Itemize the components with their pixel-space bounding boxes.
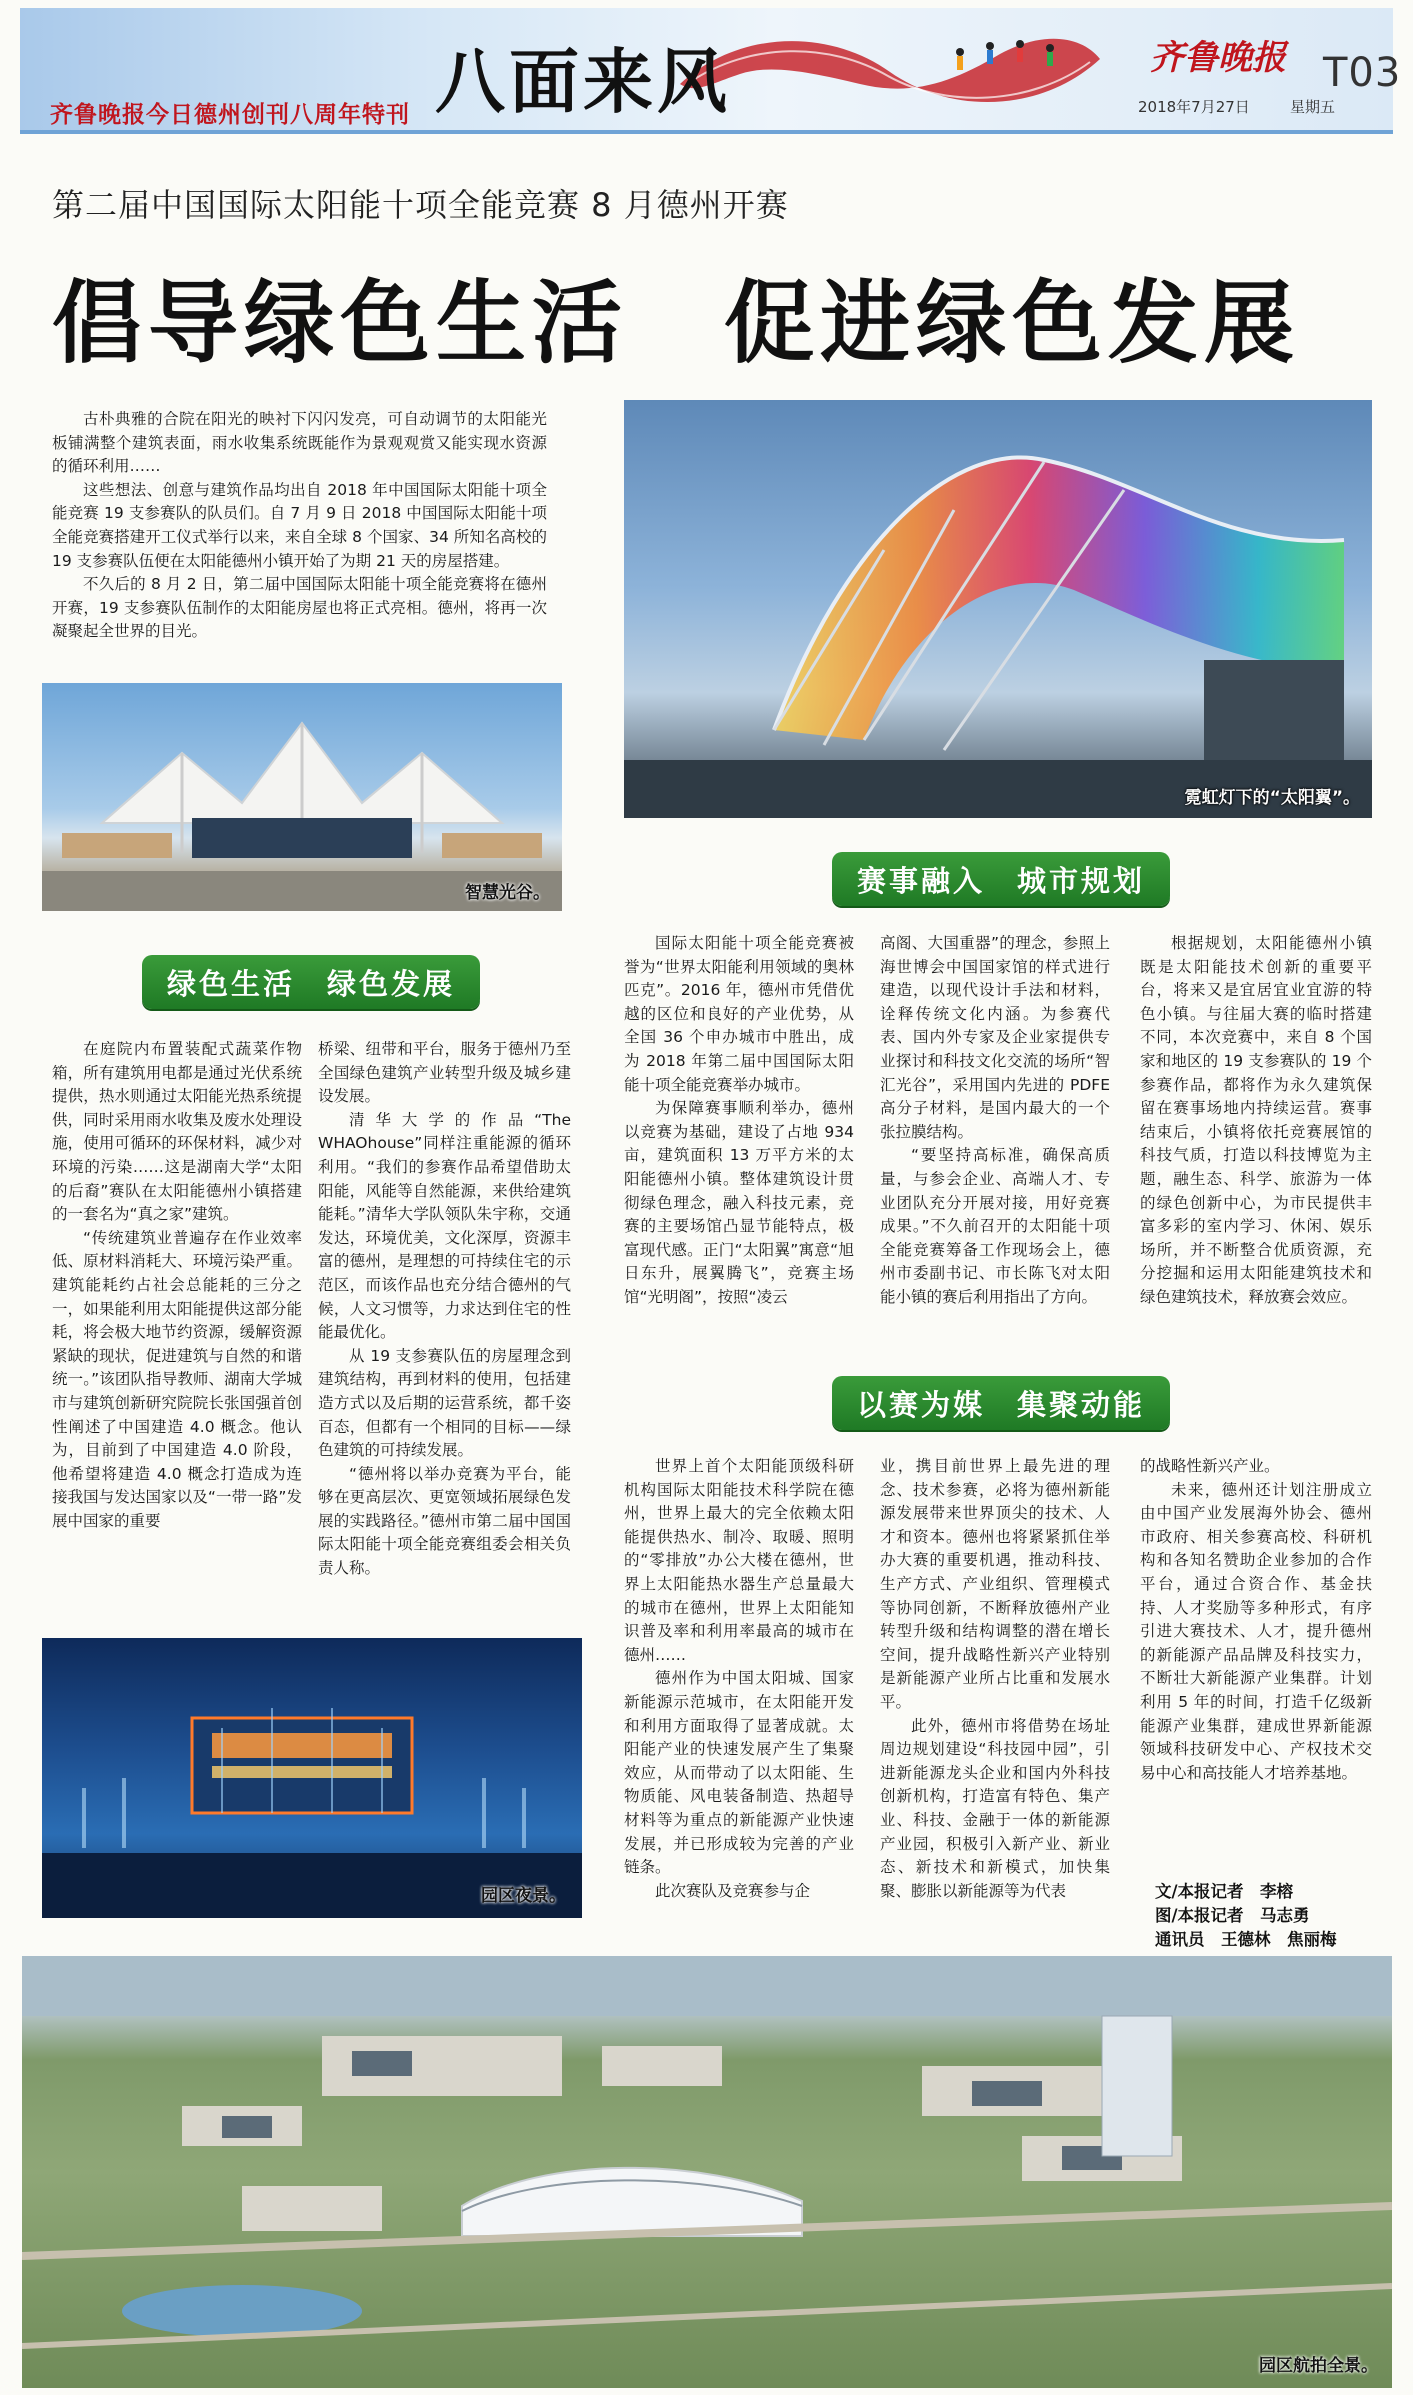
photo-sun-wing [624, 400, 1372, 818]
paragraph: 此外，德州市将借势在场址周边规划建设“科技园中园”，引进新能源龙头企业和国内外科技创新机构，打造富有特色、集产业、科技、金融于一体的新能源产业园，积极引入新产业、新业态、新技术和新模式，加快集聚、膨胀以新能源等为代表 [880, 1716, 1110, 1900]
photo-caption: 园区夜景。 [481, 1886, 566, 1906]
section1-column2 [318, 1038, 571, 1581]
paragraph: 根据规划，太阳能德州小镇既是太阳能技术创新的重要平台，将来又是宜居宜业宜游的特色小镇。与往届大赛的临时搭建不同，本次竞赛中，来自 8 个国家和地区的 19 支参赛队的 19 个参赛作品，都将作为永久建筑保留在赛事场地内持续运营。赛事结束后，小镇将依托竞赛展馆的科技气质，打造以科技博览为主题，融生态、科学、旅游为一体的绿色创新中心，为市民提供丰富多彩的室内学习、休闲、娱乐场所，并不断整合优质资源，充分挖掘和运用太阳能建筑技术和绿色建筑技术，释放赛会效应。 [1140, 934, 1372, 1306]
section-heading-momentum: 以赛为媒 集聚动能 [832, 1376, 1170, 1430]
paragraph: “要坚持高标准，确保高质量，与参会企业、高端人才、专业团队充分开展对接，用好竞赛成果。”不久前召开的太阳能十项全能竞赛筹备工作现场会上，德州市委副书记、市长陈飞对太阳能小镇的赛后利用指出了方向。 [880, 1146, 1110, 1306]
paragraph: 业，携目前世界上最先进的理念、技术参赛，必将为德州新能源发展带来世界顶尖的技术、人才和资本。德州也将紧紧抓住举办大赛的重要机遇，推动科技、生产方式、产业组织、管理模式等协同创新，不断释放德州产业转型升级和结构调整的潜在增长空间，提升战略性新兴产业特别是新能源产业所占比重和发展水平。 [880, 1457, 1110, 1711]
section2-column3 [1140, 932, 1372, 1310]
tensile-canopy-graphic [42, 683, 562, 911]
masthead-banner [20, 8, 1402, 134]
paragraph: 在庭院内布置装配式蔬菜作物箱，所有建筑用电都是通过光伏系统提供，热水则通过太阳能光热系统提供，同时采用雨水收集及废水处理设施，使用可循环的环保材料，减少对环境的污染……这是湖南大学“太阳的后裔”赛队在太阳能德州小镇搭建的一套名为“真之家”建筑。 [52, 1040, 302, 1224]
rainbow-wing-graphic [624, 400, 1372, 818]
page-number: T03 [1323, 50, 1402, 96]
paragraph: 世界上首个太阳能顶级科研机构国际太阳能技术科学院在德州，世界上最大的完全依赖太阳能提供热水、制冷、取暖、照明的“零排放”办公大楼在德州，世界上太阳能热水器生产总量最大的城市在德州，世界上太阳能知识普及率和利用率最高的城市在德州…… [624, 1457, 854, 1664]
issue-date: 2018年7月27日 [1138, 98, 1250, 116]
paragraph: 古朴典雅的合院在阳光的映衬下闪闪发亮，可自动调节的太阳能光板铺满整个建筑表面，雨水收集系统既能作为景观观赏又能实现水资源的循环利用…… [52, 410, 547, 476]
issue-weekday: 星期五 [1290, 98, 1336, 116]
photo-night-view [42, 1638, 582, 1918]
photo-smart-valley [42, 683, 562, 911]
paragraph: 的战略性新兴产业。 [1140, 1457, 1280, 1475]
photo-caption: 智慧光谷。 [465, 883, 550, 903]
section3-column1 [624, 1455, 854, 1903]
byline-credits: 文/本报记者 李榕 图/本报记者 马志勇 通讯员 王德林 焦丽梅 [1155, 1882, 1337, 1949]
article-headline: 倡导绿色生活 促进绿色发展 [52, 271, 1300, 376]
intro-text [52, 408, 547, 644]
section1-column1 [52, 1038, 302, 1533]
paragraph: 从 19 支参赛队伍的房屋理念到建筑结构，再到材料的使用，包括建造方式以及后期的运营系统，都千姿百态，但都有一个相同的目标——绿色建筑的可持续发展。 [318, 1346, 571, 1460]
article-subhead: 第二届中国国际太阳能十项全能竞赛 8 月德州开赛 [52, 186, 789, 224]
photo-aerial-view [22, 1956, 1392, 2388]
photo-caption: 园区航拍全景。 [1259, 2356, 1378, 2376]
paragraph: “传统建筑业普遍存在作业效率低、原材料消耗大、环境污染严重。建筑能耗约占社会总能耗的三分之一，如果能利用太阳能提供这部分能耗，将会极大地节约资源，缓解资源紧缺的现状，促进建筑与自然的和谐统一。”该团队指导教师、湖南大学城市与建筑创新研究院院长张国强首创性阐述了中国建造 4.0 概念。他认为，目前到了中国建造 4.0 阶段，他希望将建造 4.0 概念打造成为连接我国与发达国家以及“一带一路”发展中国家的重要 [52, 1228, 302, 1530]
paragraph: 为保障赛事顺利举办，德州以竞赛为基础，建设了占地 934 亩，建筑面积 13 万平方米的太阳能德州小镇。整体建筑设计贯彻绿色理念，融入科技元素，竞赛的主要场馆凸显节能特点，极富现代感。正门“太阳翼”寓意“旭日东升，展翼腾飞”，竞赛主场馆“光明阁”，按照“凌云 [624, 1099, 854, 1306]
section2-column2 [880, 932, 1110, 1310]
special-issue-label: 齐鲁晚报今日德州创刊八周年特刊 [50, 102, 410, 128]
section3-column3 [1140, 1455, 1372, 1785]
aerial-park-graphic [22, 1956, 1392, 2388]
photo-caption: 霓虹灯下的“太阳翼”。 [1184, 788, 1360, 808]
night-stage-graphic [42, 1638, 582, 1918]
column-title: 八面来风 [435, 40, 731, 123]
paragraph: 桥梁、纽带和平台，服务于德州乃至全国绿色建筑产业转型升级及城乡建设发展。 [318, 1040, 571, 1106]
section2-column1 [624, 932, 854, 1310]
paragraph: 德州作为中国太阳城、国家新能源示范城市，在太阳能开发和利用方面取得了显著成就。太阳能产业的快速发展产生了集聚效应，从而带动了以太阳能、生物质能、风电装备制造、热超导材料等为重点的新能源产业快速发展，并已形成较为完善的产业链条。 [624, 1669, 854, 1877]
paragraph: 此次赛队及竞赛参与企 [655, 1881, 811, 1900]
paragraph: 不久后的 8 月 2 日，第二届中国国际太阳能十项全能竞赛将在德州开赛，19 支参赛队伍制作的太阳能房屋也将正式亮相。德州，将再一次凝聚起全世界的目光。 [52, 575, 547, 641]
paragraph: 这些想法、创意与建筑作品均出自 2018 年中国国际太阳能十项全能竞赛 19 支参赛队的队员们。自 7 月 9 日 2018 中国国际太阳能十项全能竞赛搭建开工仪式举行以来，来自全球 8 个国家、34 所知名高校的 19 支参赛队伍便在太阳能德州小镇开始了为期 21 天的房屋搭建。 [52, 480, 547, 570]
newspaper-logo: 齐鲁晚报 [1150, 38, 1286, 78]
section-heading-green-life: 绿色生活 绿色发展 [142, 955, 480, 1009]
paragraph: “德州将以举办竞赛为平台，能够在更高层次、更宽领域拓展绿色发展的实践路径。”德州市第二届中国国际太阳能十项全能竞赛组委会相关负责人称。 [318, 1464, 571, 1578]
paragraph: 高阁、大国重器”的理念，参照上海世博会中国国家馆的样式进行建造，以现代设计手法和材料，诠释传统文化内涵。为参赛代表、国内外专家及企业家提供专业探讨和科技文化交流的场所“智汇光谷”，采用国内先进的 PDFE 高分子材料，是国内最大的一个张拉膜结构。 [880, 934, 1110, 1141]
section3-column2 [880, 1455, 1110, 1903]
section-heading-city-planning: 赛事融入 城市规划 [832, 852, 1170, 906]
paragraph: 清华大学的作品“The WHAOhouse”同样注重能源的循环利用。“我们的参赛作品希望借助太阳能，风能等自然能源，来供给建筑能耗。”清华大学队领队朱宇称，交通发达，环境优美，文化深厚，资源丰富的德州，是理想的可持续住宅的示范区，而该作品也充分结合德州的气候，人文习惯等，力求达到住宅的性能最优化。 [318, 1110, 571, 1342]
paragraph: 未来，德州还计划注册成立由中国产业发展海外协会、德州市政府、相关参赛高校、科研机构和各知名赞助企业参加的合作平台，通过合资合作、基金扶持、人才奖励等多种形式，有序引进大赛技术、人才，提升德州的新能源产品品牌及科技实力，不断壮大新能源产业集群。计划利用 5 年的时间，打造千亿级新能源产业集群，建成世界新能源领域科技研发中心、产权技术交易中心和高技能人才培养基地。 [1140, 1480, 1372, 1782]
paragraph: 国际太阳能十项全能竞赛被誉为“世界太阳能利用领域的奥林匹克”。2016 年，德州市凭借优越的区位和良好的产业优势，从全国 36 个申办城市中胜出，成为 2018 年第二届中国国际太阳能十项全能竞赛举办城市。 [624, 934, 854, 1094]
